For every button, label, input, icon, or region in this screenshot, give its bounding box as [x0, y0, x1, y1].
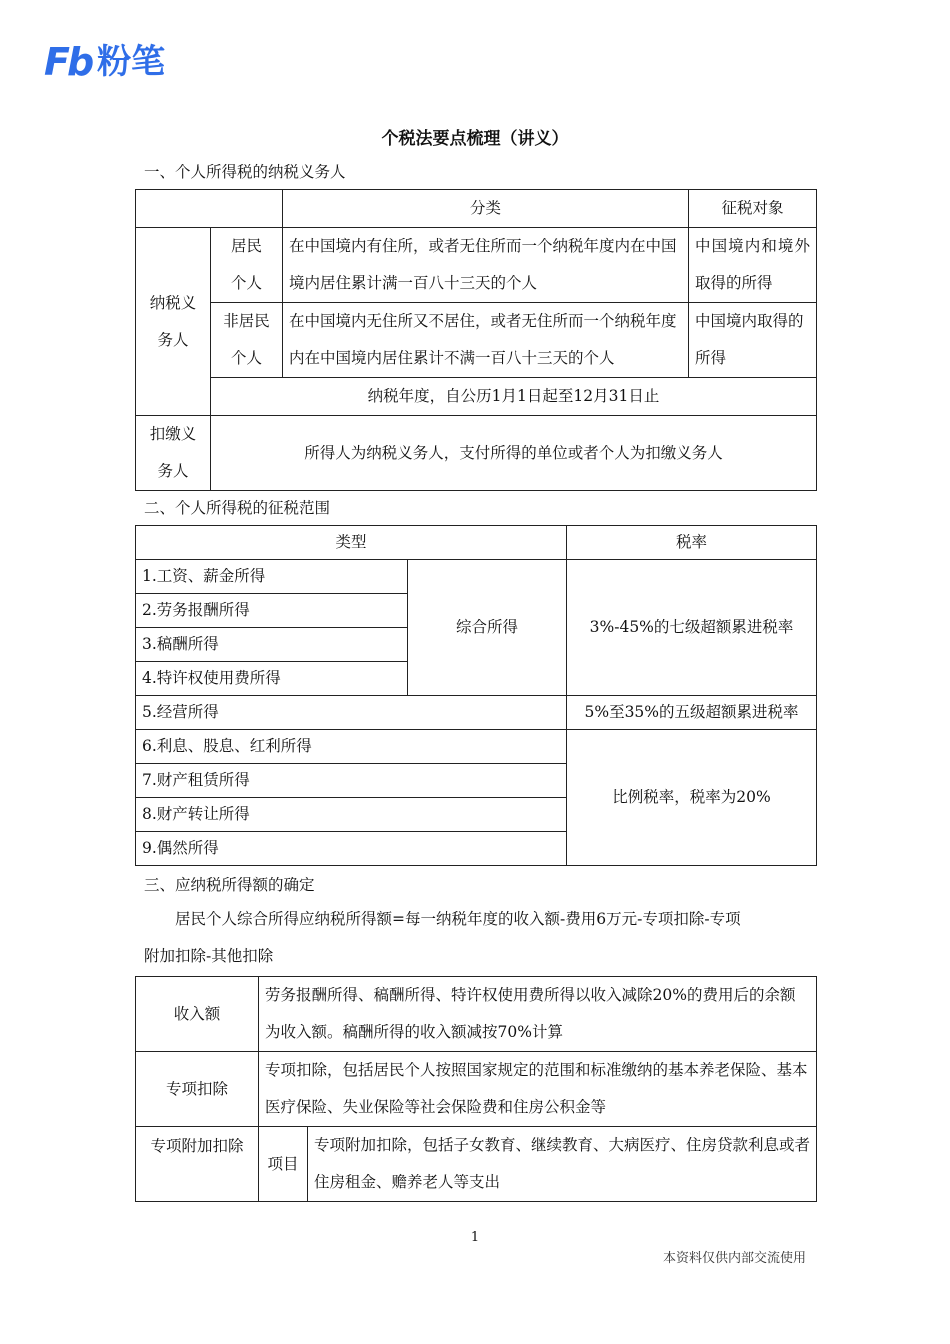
additional-deduction-desc: 专项附加扣除，包括子女教育、继续教育、大病医疗、住房贷款利息或者住房租金、赡养老人等支出	[308, 1127, 817, 1202]
header-category: 分类	[283, 190, 689, 228]
special-deduction-label: 专项扣除	[136, 1052, 259, 1127]
header-type: 类型	[136, 526, 567, 560]
income-item: 4.特许权使用费所得	[136, 662, 408, 696]
logo-brand: 粉笔	[97, 42, 166, 82]
resident-label: 居民个人	[211, 228, 283, 303]
formula-line2: 附加扣除-其他扣除	[144, 947, 274, 965]
header-object: 征税对象	[689, 190, 817, 228]
income-item: 9.偶然所得	[136, 832, 567, 866]
income-item: 5.经营所得	[136, 696, 567, 730]
footer-note: 本资料仅供内部交流使用	[662, 1251, 806, 1266]
taxpayer-label: 纳税义务人	[136, 228, 211, 416]
comprehensive-label: 综合所得	[408, 560, 567, 696]
tax-year: 纳税年度，自公历1月1日起至12月31日止	[211, 378, 817, 416]
deduction-table	[135, 976, 817, 1202]
formula-line1: 居民个人综合所得应纳税所得额=每一纳税年度的收入额-费用6万元-专项扣除-专项	[175, 910, 741, 928]
fenbi-logo	[44, 42, 165, 82]
income-item: 8.财产转让所得	[136, 798, 567, 832]
income-amount-label: 收入额	[136, 977, 259, 1052]
income-item: 2.劳务报酬所得	[136, 594, 408, 628]
nonresident-desc: 在中国境内无住所又不居住，或者无住所而一个纳税年度内在中国境内居住累计不满一百八十三天的个人	[283, 303, 689, 378]
income-item: 3.稿酬所得	[136, 628, 408, 662]
rate-business: 5%至35%的五级超额累进税率	[567, 696, 817, 730]
scope-table	[135, 525, 817, 866]
page-title: 个税法要点梳理（讲义）	[381, 129, 569, 149]
withholding-desc: 所得人为纳税义务人，支付所得的单位或者个人为扣缴义务人	[211, 416, 817, 491]
resident-object: 中国境内和境外取得的所得	[689, 228, 817, 303]
header-rate: 税率	[567, 526, 817, 560]
nonresident-object: 中国境内取得的所得	[689, 303, 817, 378]
additional-deduction-label: 专项附加扣除	[136, 1127, 259, 1202]
withholding-label: 扣缴义务人	[136, 416, 211, 491]
section2-heading: 二、个人所得税的征税范围	[144, 499, 331, 517]
section1-heading: 一、个人所得税的纳税义务人	[144, 163, 346, 181]
taxpayer-table	[135, 189, 817, 491]
section3-heading: 三、应纳税所得额的确定	[144, 876, 315, 894]
resident-desc: 在中国境内有住所，或者无住所而一个纳税年度内在中国境内居住累计满一百八十三天的个人	[283, 228, 689, 303]
income-item: 6.利息、股息、红利所得	[136, 730, 567, 764]
special-deduction-desc: 专项扣除，包括居民个人按照国家规定的范围和标准缴纳的基本养老保险、基本医疗保险、失业保险等社会保险费和住房公积金等	[259, 1052, 817, 1127]
income-item: 1.工资、薪金所得	[136, 560, 408, 594]
page-number: 1	[470, 1230, 480, 1245]
rate-proportional: 比例税率，税率为20%	[567, 730, 817, 866]
additional-deduction-sub: 项目	[259, 1127, 308, 1202]
income-item: 7.财产租赁所得	[136, 764, 567, 798]
rate-comprehensive: 3%-45%的七级超额累进税率	[567, 560, 817, 696]
income-amount-desc: 劳务报酬所得、稿酬所得、特许权使用费所得以收入减除20%的费用后的余额为收入额。稿酬所得的收入额减按70%计算	[259, 977, 817, 1052]
nonresident-label: 非居民个人	[211, 303, 283, 378]
logo-mark: Fb	[44, 40, 92, 84]
